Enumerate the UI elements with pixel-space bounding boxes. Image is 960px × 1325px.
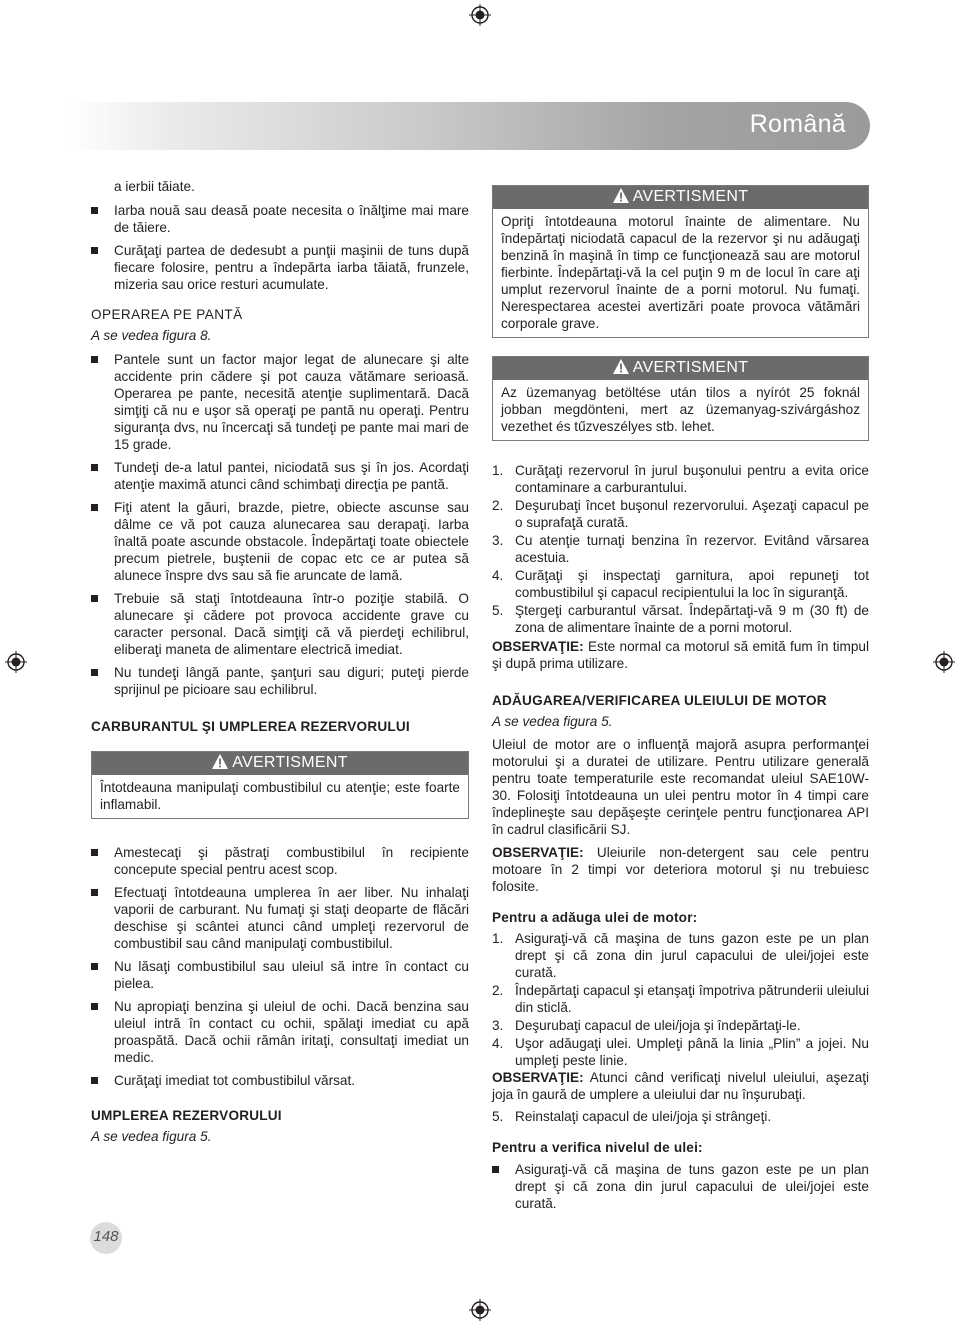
list-item: Trebuie să staţi întotdeauna într-o poziţie stabilă. O alunecare şi cădere pot provoca accidente grave cu caracter personal. Dacă simţiţi că vă pierdeţi echilibrul, eliberaţi maneta de alimentare electrică imediat.	[91, 590, 469, 658]
warning-header	[92, 752, 468, 775]
figure-reference: A se vedea figura 8.	[91, 328, 212, 343]
list-item: 2. Îndepărtaţi capacul şi etanşaţi împotriva pătrunderii uleiului din sticlă.	[492, 983, 869, 1015]
list-item: Nu tundeţi lângă pante, şanţuri sau diguri; puteţi pierde sprijinul pe picioare sau echilibrul.	[91, 664, 469, 698]
registration-mark-bottom	[469, 1299, 491, 1321]
list-item: 1. Asiguraţi-vă că maşina de tuns gazon este pe un plan drept şi că zona din jurul capacului de ulei/jojei este curată.	[492, 931, 869, 980]
section-heading-oil: ADĂUGAREA/VERIFICAREA ULEIULUI DE MOTOR	[492, 693, 827, 708]
warning-triangle-icon	[212, 754, 228, 776]
section-heading-fuel: CARBURANTUL ŞI UMPLEREA REZERVORULUI	[91, 719, 410, 734]
body-paragraph: Uleiul de motor are o influenţă majoră asupra performanţei motorului şi a duratei de utilizare. Pentru utilizare generală pentru toate temperaturile este recomandat uleiul SAE10W-30. Folosiţi întotdeauna un ulei pentru motor în 4 timpi care îndeplineşte sau depăşeşte cerinţele pentru funcţionarea API în cadrul clasificării SJ.	[492, 737, 869, 837]
crosshair-icon	[469, 1299, 491, 1321]
warning-title: AVERTISMENT	[632, 188, 749, 205]
subheading-check-oil: Pentru a verifica nivelul de ulei:	[492, 1140, 703, 1155]
section-heading-tank: UMPLEREA REZERVORULUI	[91, 1108, 282, 1123]
list-item: 1. Curăţaţi rezervorul în jurul buşonului pentru a evita orice contaminare a carburantului.	[492, 463, 869, 495]
list-item: Tundeţi de-a latul pantei, niciodată sus şi în jos. Acordaţi atenţie maximă atunci când schimbaţi direcţia pe pantă.	[91, 459, 469, 493]
list-item: Fiţi atent la găuri, brazde, pietre, obiecte ascunse sau dâlme ce vă pot cauza alunecarea sau derapaţi. Iarba înaltă poate ascunde obstacole. Îndepărtaţi toate obiectele precum pietrele, buştenii de copac etc ce ar putea să alunece înspre dvs sau să fie aruncate de lamă.	[91, 499, 469, 584]
registration-mark-right	[933, 651, 955, 673]
warning-header	[493, 186, 868, 209]
warning-header	[493, 357, 868, 380]
note-label: OBSERVAŢIE:	[492, 639, 584, 654]
warning-triangle-icon	[613, 359, 629, 381]
fuel-steps-list	[492, 462, 869, 636]
list-item: 5. Reinstalaţi capacul de ulei/joja şi strângeţi.	[492, 1109, 772, 1124]
warning-box-refuel	[492, 185, 869, 338]
right-column	[492, 185, 869, 1212]
language-label: Română	[749, 110, 846, 138]
warning-text: Întotdeauna manipulaţi combustibilul cu atenţie; este foarte inflamabil.	[100, 780, 460, 812]
list-item: Curăţaţi imediat tot combustibilul vărsat.	[91, 1072, 469, 1089]
section-heading-slope: OPERAREA PE PANTĂ	[91, 307, 243, 322]
crosshair-icon	[5, 651, 27, 673]
subheading-add-oil: Pentru a adăuga ulei de motor:	[492, 910, 698, 925]
note-label: OBSERVAŢIE:	[492, 845, 584, 860]
list-item: Amestecaţi şi păstraţi combustibilul în recipiente concepute special pentru acest scop.	[91, 844, 469, 878]
list-item: 5. Ştergeţi carburantul vărsat. Îndepărtaţi-vă 9 m (30 ft) de zona de alimentare înainte de a porni motorul.	[492, 603, 869, 635]
warning-box-tilt	[492, 356, 869, 441]
add-oil-steps-list	[492, 930, 869, 1069]
figure-reference: A se vedea figura 5.	[492, 714, 613, 729]
warning-title: AVERTISMENT	[232, 754, 348, 771]
intro-continued-text: a ierbii tăiate.	[114, 179, 195, 194]
note-paragraph: OBSERVAŢIE: Uleiurile non-detergent sau cele pentru motoare în 2 timpi vor deteriora motorul şi nu trebuiesc folosite.	[492, 845, 869, 894]
registration-mark-top	[469, 4, 491, 26]
note-paragraph: OBSERVAŢIE: Este normal ca motorul să emită fum în timpul şi după prima utilizare.	[492, 639, 869, 671]
figure-reference: A se vedea figura 5.	[91, 1129, 212, 1144]
list-item: Asiguraţi-vă că maşina de tuns gazon este pe un plan drept şi că zona din jurul capacului de ulei/jojei este curată.	[492, 1161, 869, 1212]
warning-triangle-icon	[613, 188, 629, 210]
list-item: Nu apropiaţi benzina şi uleiul de ochi. Dacă benzina sau uleiul intră în contact cu ochii, spălaţi imediat cu apă proaspătă. Dacă ochii rămân iritaţi, consultaţi imediat un medic.	[91, 998, 469, 1066]
crosshair-icon	[469, 4, 491, 26]
list-item: Curăţaţi partea de dedesubt a punţii maşinii de tuns după fiecare folosire, pentru a îndepărta iarba tăiată, frunzele, mizeria sau orice resturi acumulate.	[91, 242, 469, 293]
list-item: 2. Deşurubaţi încet buşonul rezervorului. Aşezaţi capacul pe o suprafaţă curată.	[492, 498, 869, 530]
page-number-badge	[90, 1222, 122, 1254]
list-item: Pantele sunt un factor major legat de alunecare şi alte accidente prin cădere şi pot cauza vătămare serioasă. Operarea pe pante, necesită atenţie suplimentară. Dacă simţiţi că nu e uşor să operaţi pe pantă nu operaţi. Pentru siguranţa dvs, nu încercaţi să tundeţi pe pante mai mari de 15 grade.	[91, 351, 469, 453]
list-item: Iarba nouă sau deasă poate necesita o înălţime mai mare de tăiere.	[91, 202, 469, 236]
list-item: Efectuaţi întotdeauna umplerea în aer liber. Nu inhalaţi vaporii de carburant. Nu fumaţi şi staţi deoparte de flăcări deschise şi scântei atunci când umpleţi rezervorul de combustibil sau când manipulaţi combustibilul.	[91, 884, 469, 952]
list-item: 3. Cu atenţie turnaţi benzina în rezervor. Evitând vărsarea acestuia.	[492, 533, 869, 565]
warning-title: AVERTISMENT	[632, 359, 749, 376]
list-item: 4. Curăţaţi şi inspectaţi garnitura, apoi repuneţi tot combustibilul şi capacul recipientului la loc în siguranţă.	[492, 568, 869, 600]
note-paragraph: OBSERVAŢIE: Atunci când verificaţi nivelul uleiului, aşezaţi joja în gaură de umplere a uleiului dar nu înşurubaţi.	[492, 1070, 869, 1102]
registration-mark-left	[5, 651, 27, 673]
list-item: Nu lăsaţi combustibilul sau uleiul să intre în contact cu pielea.	[91, 958, 469, 992]
warning-box-fuel	[91, 751, 469, 819]
list-item: 3. Deşurubaţi capacul de ulei/joja şi îndepărtaţi-le.	[492, 1018, 801, 1033]
list-item: 4. Uşor adăugaţi ulei. Umpleţi până la linia „Plin” a jojei. Nu umpleţi peste linie.	[492, 1036, 869, 1068]
crosshair-icon	[933, 651, 955, 673]
note-label: OBSERVAŢIE:	[492, 1070, 584, 1085]
warning-text: Az üzemanyag betöltése után tilos a nyírót 25 foknál jobban megdönteni, mert az üzemanyag-szivárgáshoz vezethet és tűzveszélyes stb. lehet.	[501, 385, 860, 434]
language-header-band	[68, 102, 870, 150]
warning-text: Opriţi întotdeauna motorul înainte de alimentare. Nu îndepărtaţi niciodată capacul de la rezervor şi nu adăugaţi benzină în maşină în timp ce funcţionează sau are motorul fierbinte. Îndepărtaţi-vă la cel puţin 9 m de locul în care aţi umplut rezervorul înainte de a porni motorul. Nu fumaţi. Nerespectarea acestei avertizări poate provoca vătămări corporale grave.	[501, 214, 860, 331]
left-column	[91, 178, 469, 1145]
page-number: 148	[93, 1228, 119, 1245]
